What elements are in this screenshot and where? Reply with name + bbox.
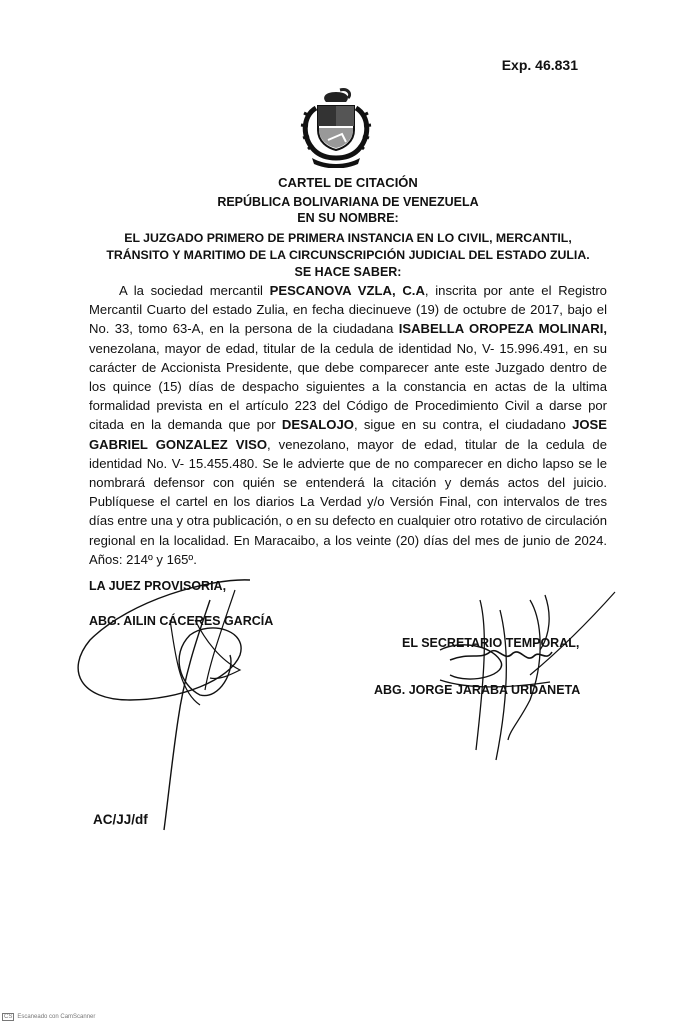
scanner-watermark bbox=[2, 1013, 95, 1021]
judge-signature-icon bbox=[60, 560, 290, 840]
secretary-name: ABG. JORGE JARABA URDANETA bbox=[374, 683, 581, 697]
judge-title: LA JUEZ PROVISORIA, bbox=[89, 579, 227, 593]
company-name: PESCANOVA VZLA, C.A bbox=[269, 283, 425, 298]
se-hace-saber-heading: SE HACE SABER: bbox=[294, 265, 402, 279]
body-text: , sigue en su contra, el ciudadano bbox=[353, 417, 573, 433]
plaintiff-name: JOSE GABRIEL GONZALEZ VISO bbox=[89, 417, 607, 452]
reference-initials: AC/JJ/df bbox=[93, 812, 148, 827]
secretary-title: EL SECRETARIO TEMPORAL, bbox=[402, 636, 580, 650]
court-heading-line-2: TRÁNSITO Y MARITIMO DE LA CIRCUNSCRIPCIÓN JUDICIAL DEL ESTADO ZULIA. bbox=[106, 248, 590, 262]
coat-of-arms-icon bbox=[296, 86, 376, 168]
body-text: venezolana, mayor de edad, titular de la cedula de identidad No, V- 15.996.491, en su carácter de Accionista Presidente, que debe comparecer ante este Juzgado dentro de los quince (15) días de despacho siguientes a la constancia en actas de la ultima formalidad prevista en el artículo 223 del Código de Procedimiento Civil a darse por citada en la demanda que por bbox=[89, 340, 607, 433]
camscanner-icon: CS bbox=[4, 1014, 13, 1020]
body-text: , venezolano, mayor de edad, titular de la cedula de identidad No. V- 15.455.480. Se le advierte que de no comparecer en dicho lapso se le nombrará defensor con quién se entenderá la citación y demás actos del juicio. Publíquese el cartel en los diarios La Verdad y/o Versión Final, con intervalos de tres días entre una y otra publicación, o en su defecto en cualquier otro rotativo de circulación regional en la localidad. En Maracaibo, a los veinte (20) días del mes de junio de 2024. Años: 214º y 165º. bbox=[89, 436, 607, 567]
en-su-nombre-heading: EN SU NOMBRE: bbox=[297, 211, 399, 225]
court-heading-line-1: EL JUZGADO PRIMERO DE PRIMERA INSTANCIA EN LO CIVIL, MERCANTIL, bbox=[124, 231, 572, 245]
secretary-signature-icon bbox=[380, 590, 620, 790]
case-type: DESALOJO bbox=[281, 417, 354, 433]
body-paragraph bbox=[89, 281, 607, 569]
representative-name: ISABELLA OROPEZA MOLINARI, bbox=[398, 321, 608, 337]
expediente-number: Exp. 46.831 bbox=[501, 57, 578, 73]
body-text: A la sociedad mercantil bbox=[119, 283, 270, 298]
document-title: CARTEL DE CITACIÓN bbox=[278, 175, 418, 190]
watermark-text: Escaneado con CamScanner bbox=[17, 1014, 96, 1020]
judge-name: ABG. AILIN CÁCERES GARCÍA bbox=[89, 614, 274, 628]
body-text: , inscrita por ante el Registro Mercantil Cuarto del estado Zulia, en fecha diecinueve (19) de octubre de 2017, bajo el No. 33, tomo 63-A, en la persona de la ciudadana bbox=[89, 283, 607, 337]
republic-heading: REPÚBLICA BOLIVARIANA DE VENEZUELA bbox=[217, 195, 479, 209]
document-body bbox=[89, 281, 607, 569]
